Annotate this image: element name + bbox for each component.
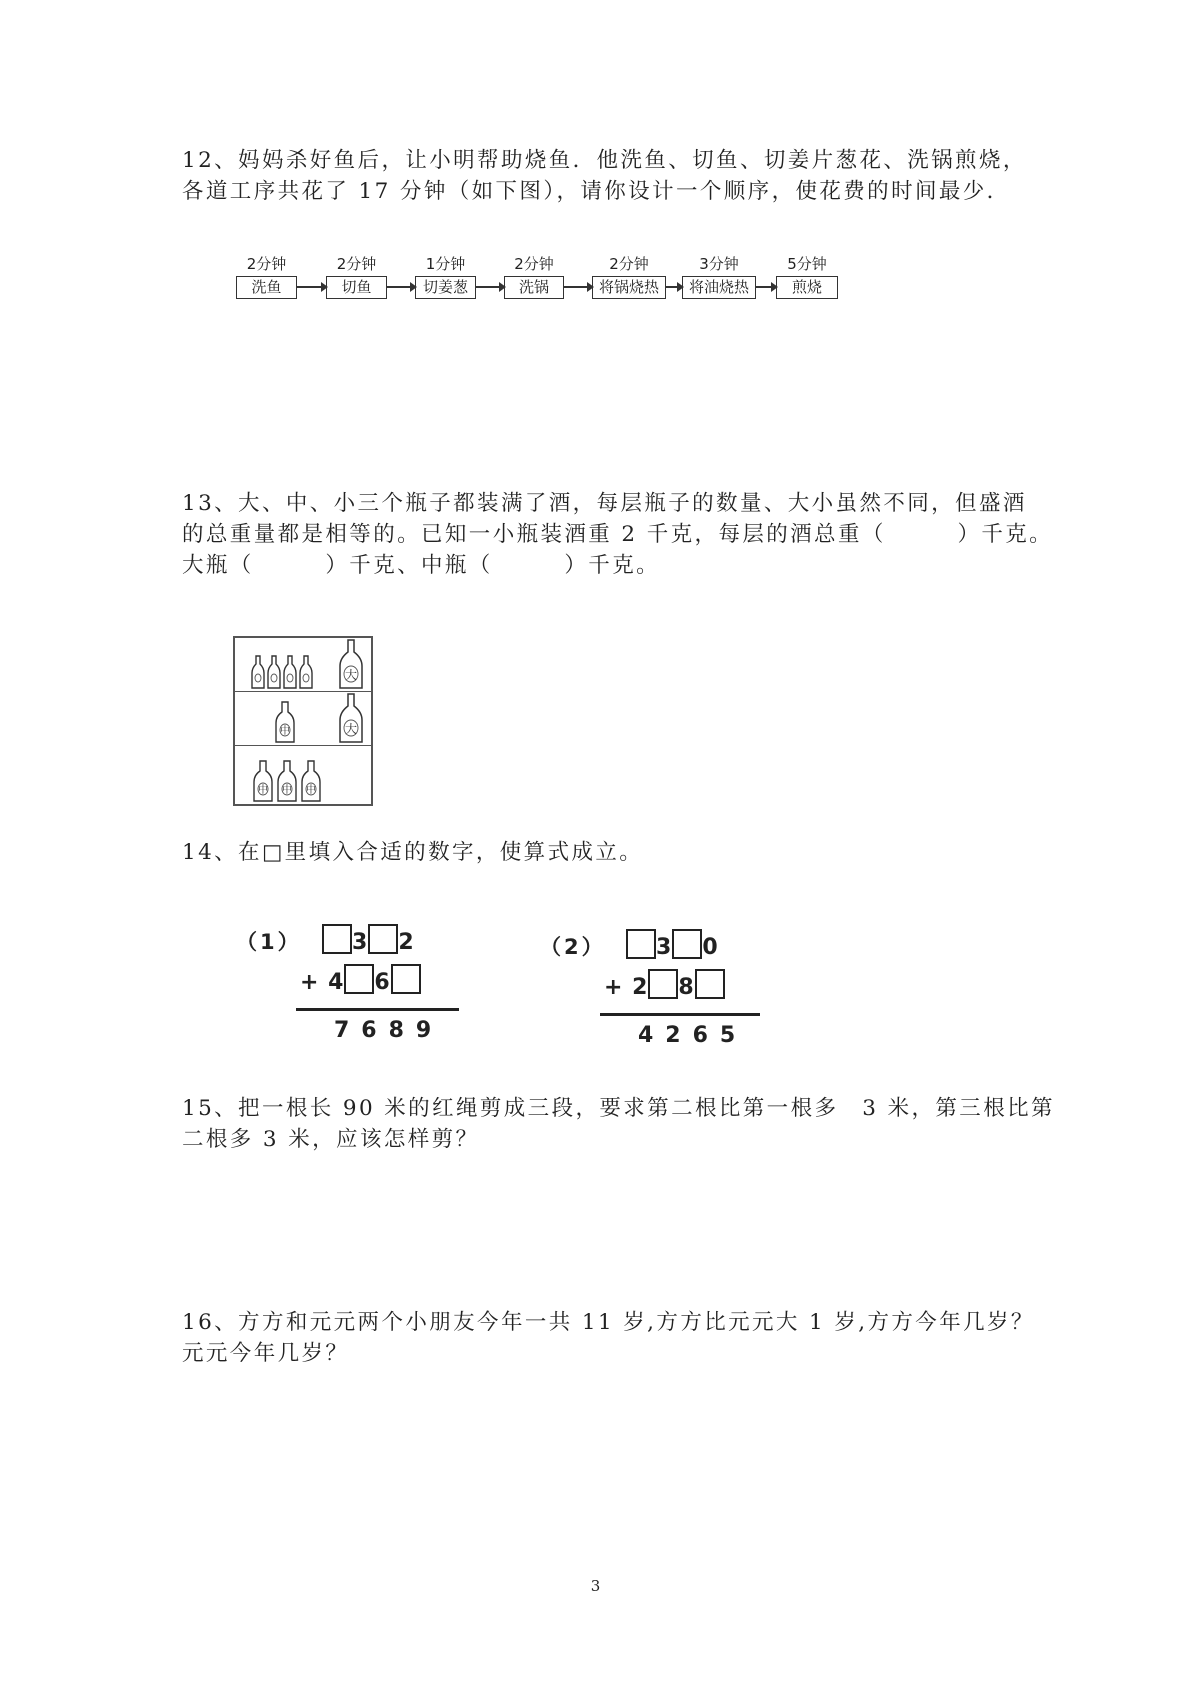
flow-step	[326, 255, 387, 311]
addition-puzzle-2	[540, 925, 770, 1065]
digit: 3	[352, 930, 369, 955]
medium-bottle-icon	[277, 760, 297, 802]
medium-bottle-label: 中	[280, 726, 290, 737]
flow-step	[592, 255, 666, 311]
blank-digit-box	[368, 924, 398, 954]
question-13-line-3: 大瓶（ ）千克、中瓶（ ）千克。	[182, 553, 661, 578]
flow-step-time: 1分钟	[425, 255, 466, 273]
question-16-line-2: 元元今年几岁？	[182, 1341, 350, 1366]
digit: 0	[702, 935, 719, 960]
puzzle-2-sum: 4265	[638, 1023, 748, 1048]
addend-prefix: + 4	[300, 970, 345, 995]
sum-rule	[296, 1008, 459, 1011]
blank-digit-box	[344, 964, 374, 994]
flow-step	[236, 255, 297, 311]
medium-bottle-label: 中	[282, 785, 292, 796]
small-bottle-icon	[267, 655, 281, 689]
medium-bottle-icon	[253, 760, 273, 802]
flow-step-name: 洗锅	[504, 276, 564, 299]
digit: 8	[678, 975, 695, 1000]
puzzle-2-top-row	[626, 929, 719, 960]
puzzle-2-label: （2）	[540, 935, 606, 959]
large-bottle-icon	[339, 693, 363, 743]
flow-step-time: 2分钟	[246, 255, 287, 273]
question-15	[182, 1093, 1055, 1155]
puzzle-1-bottom-row	[300, 964, 421, 995]
question-16-line-1: 16、方方和元元两个小朋友今年一共 11 岁,方方比元元大 1 岁,方方今年几岁？	[182, 1310, 1035, 1335]
addend-prefix: + 2	[604, 975, 649, 1000]
flow-step-time: 3分钟	[699, 255, 739, 273]
medium-bottle-label: 中	[258, 785, 268, 796]
flow-arrow	[756, 286, 776, 288]
digit: 6	[374, 970, 391, 995]
flow-arrow	[387, 286, 415, 288]
addition-puzzle-1	[236, 920, 466, 1060]
flow-step-time: 2分钟	[609, 255, 649, 273]
blank-digit-box	[695, 969, 725, 999]
flow-step-time: 2分钟	[336, 255, 377, 273]
puzzle-1-sum: 7689	[334, 1018, 444, 1043]
question-15-line-1: 15、把一根长 90 米的红绳剪成三段，要求第二根比第一根多 3 米，第三根比第	[182, 1096, 1055, 1121]
flow-step	[682, 255, 756, 311]
small-bottle-icon	[251, 655, 265, 689]
question-13-line-1: 13、大、中、小三个瓶子都装满了酒，每层瓶子的数量、大小虽然不同，但盛酒	[182, 491, 1027, 516]
flow-step-name: 切鱼	[326, 276, 387, 299]
question-14	[182, 837, 1022, 868]
shelf-row-3	[235, 746, 371, 804]
question-16	[182, 1307, 1035, 1369]
question-14-line-1: 14、在□里填入合适的数字，使算式成立。	[182, 840, 644, 865]
large-bottle-icon	[339, 639, 363, 689]
small-bottle-icon	[299, 655, 313, 689]
question-12-line-1: 12、妈妈杀好鱼后，让小明帮助烧鱼．他洗鱼、切鱼、切姜片葱花、洗锅煎烧，	[182, 148, 1027, 173]
flow-step-time: 2分钟	[514, 255, 554, 273]
flow-arrow	[297, 286, 326, 288]
flow-step	[415, 255, 476, 311]
blank-digit-box	[626, 929, 656, 959]
digit: 3	[656, 935, 673, 960]
flow-step	[776, 255, 838, 311]
medium-bottle-icon	[275, 701, 295, 743]
flow-arrow	[564, 286, 592, 288]
sum-rule	[600, 1013, 760, 1016]
flow-step-time: 5分钟	[787, 255, 827, 273]
puzzle-2-bottom-row	[604, 969, 725, 1000]
flow-arrow	[476, 286, 504, 288]
large-bottle-label: 大	[344, 668, 358, 682]
blank-digit-box	[391, 964, 421, 994]
page-number: 3	[590, 1577, 601, 1595]
puzzle-1-top-row	[322, 924, 415, 955]
blank-digit-box	[672, 929, 702, 959]
question-15-line-2: 二根多 3 米，应该怎样剪？	[182, 1127, 480, 1152]
cooking-process-flowchart	[236, 255, 856, 311]
blank-digit-box	[322, 924, 352, 954]
flow-step-name: 洗鱼	[236, 276, 297, 299]
bottle-shelf-figure	[233, 636, 373, 806]
question-13-line-2: 的总重量都是相等的。已知一小瓶装酒重 2 千克，每层的酒总重（ ）千克。	[182, 522, 1054, 547]
digit: 2	[398, 930, 415, 955]
shelf-row-2	[235, 692, 371, 746]
puzzle-1-label: （1）	[236, 930, 302, 954]
shelf-row-1	[235, 638, 371, 692]
large-bottle-label: 大	[344, 722, 358, 736]
flow-step-name: 煎烧	[776, 276, 838, 299]
flow-step-name: 将锅烧热	[592, 276, 666, 299]
small-bottle-icon	[283, 655, 297, 689]
question-12-line-2: 各道工序共花了 17 分钟（如下图），请你设计一个顺序，使花费的时间最少．	[182, 179, 1011, 204]
flow-arrow	[666, 286, 682, 288]
flow-step-name: 将油烧热	[682, 276, 756, 299]
question-12	[182, 145, 1027, 207]
medium-bottle-icon	[301, 760, 321, 802]
blank-digit-box	[648, 969, 678, 999]
question-13	[182, 488, 1054, 581]
flow-step	[504, 255, 564, 311]
medium-bottle-label: 中	[306, 785, 316, 796]
flow-step-name: 切姜葱	[415, 276, 476, 299]
